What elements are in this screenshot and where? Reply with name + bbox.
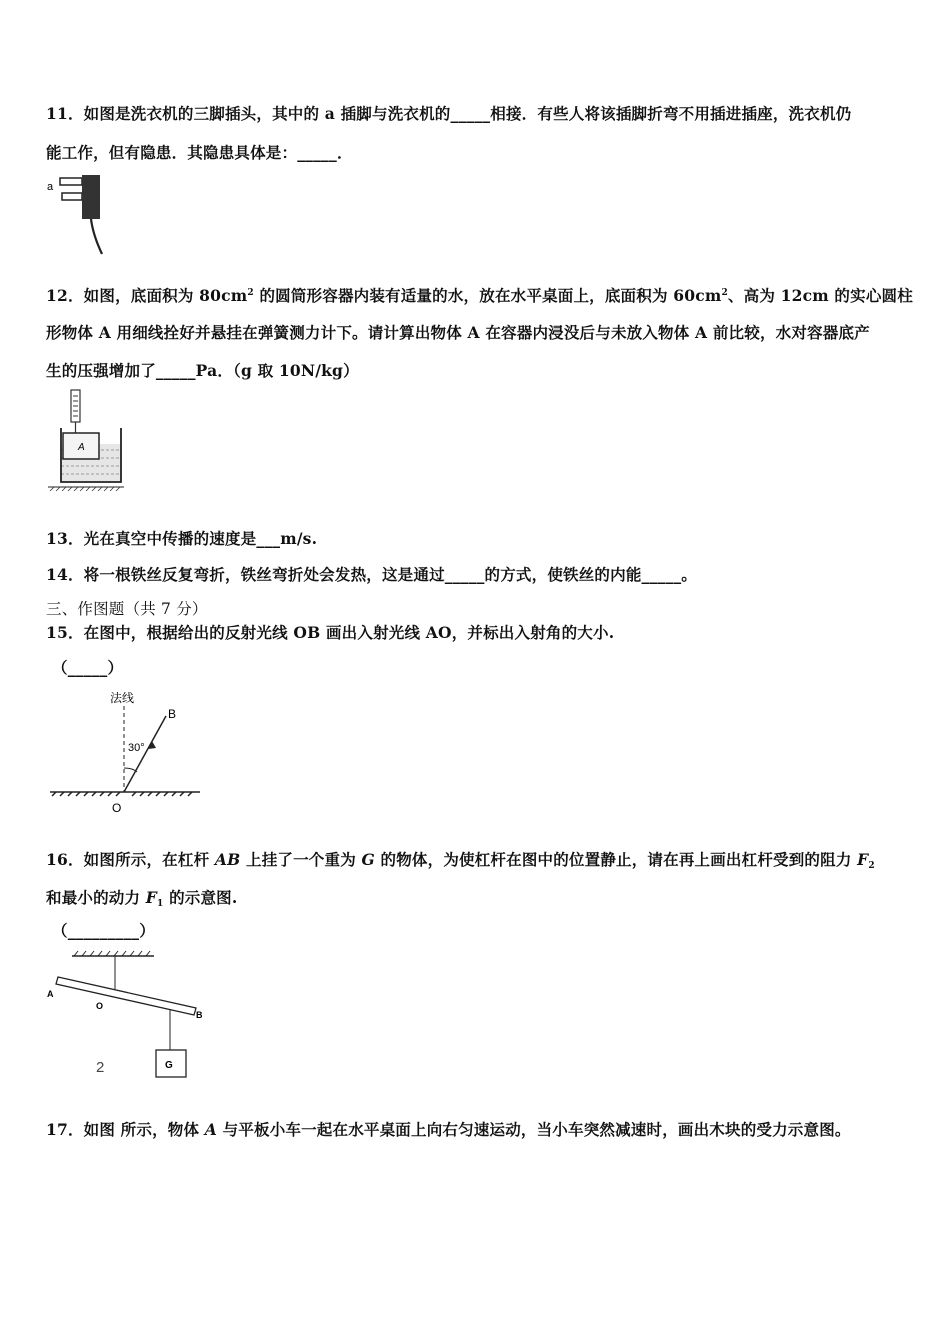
plug-pin-top [60, 178, 82, 185]
q17-text: 17．如图 所示，物体 A 与平板小车一起在水平桌面上向右匀速运动，当小车突然减速时，画出木块的受力示意图。 [46, 1120, 851, 1139]
plug-figure [44, 170, 114, 260]
q12-line3: 生的压强增加了_____Pa．（g 取 10N/kg） [46, 361, 359, 380]
section3-title: 三、作图题（共 7 分） [46, 600, 208, 618]
angle-label: 30° [128, 742, 145, 754]
q11-line1: 11．如图是洗衣机的三脚插头，其中的 a 插脚与洗衣机的_____相接．有些人将该插脚折弯不用插进插座，洗衣机仍 [46, 104, 852, 123]
object-a-label: A [78, 442, 85, 453]
q12-line2: 形物体 A 用细线拴好并悬挂在弹簧测力计下。请计算出物体 A 在容器内浸没后与未放入物体 A 前比较，水对容器底产 [46, 323, 870, 342]
o-label: O [112, 801, 122, 815]
plug-pin-bottom [62, 193, 82, 200]
weight-g-label: G [165, 1060, 173, 1071]
b-label: B [168, 707, 177, 721]
lever-a-label: A [47, 989, 54, 999]
lever-bar [56, 977, 196, 1015]
q11-line2: 能工作，但有隐患．其隐患具体是：_____． [46, 143, 353, 162]
q13-text: 13．光在真空中传播的速度是___m/s. [46, 529, 318, 548]
plug-a-label: a [47, 181, 54, 193]
q16-line1: 16．如图所示，在杠杆 AB 上挂了一个重为 G 的物体，为使杠杆在图中的位置静止，请在再上画出杠杆受到的阻力 F2 [46, 850, 875, 871]
q12-line1: 12．如图，底面积为 $80cm^2$ 的圆筒形容器内装有适量的水，放在水平桌面上，底面积为 $60cm^2$、高为 12cm 的实心圆柱 [46, 286, 913, 305]
reflection-figure [46, 688, 206, 816]
container-figure [44, 388, 130, 494]
q16-answer: （_________） [52, 921, 155, 940]
lever-o-label: O [96, 1001, 104, 1011]
q14-text: 14．将一根铁丝反复弯折，铁丝弯折处会发热，这是通过_____的方式，使铁丝的内能_____。 [46, 565, 697, 584]
normal-label: 法线 [110, 691, 135, 705]
q15-text: 15．在图中，根据给出的反射光线 OB 画出入射光线 AO，并标出入射角的大小. [46, 623, 615, 642]
figure-number: 2 [96, 1059, 105, 1076]
ray-ob [124, 716, 166, 792]
plug-body [82, 175, 100, 219]
q15-answer: （_____） [52, 658, 124, 677]
plug-cord [91, 219, 102, 254]
q16-line2: 和最小的动力 F1 的示意图. [46, 888, 238, 909]
lever-b-label: B [196, 1010, 203, 1020]
lever-figure [44, 948, 214, 1084]
